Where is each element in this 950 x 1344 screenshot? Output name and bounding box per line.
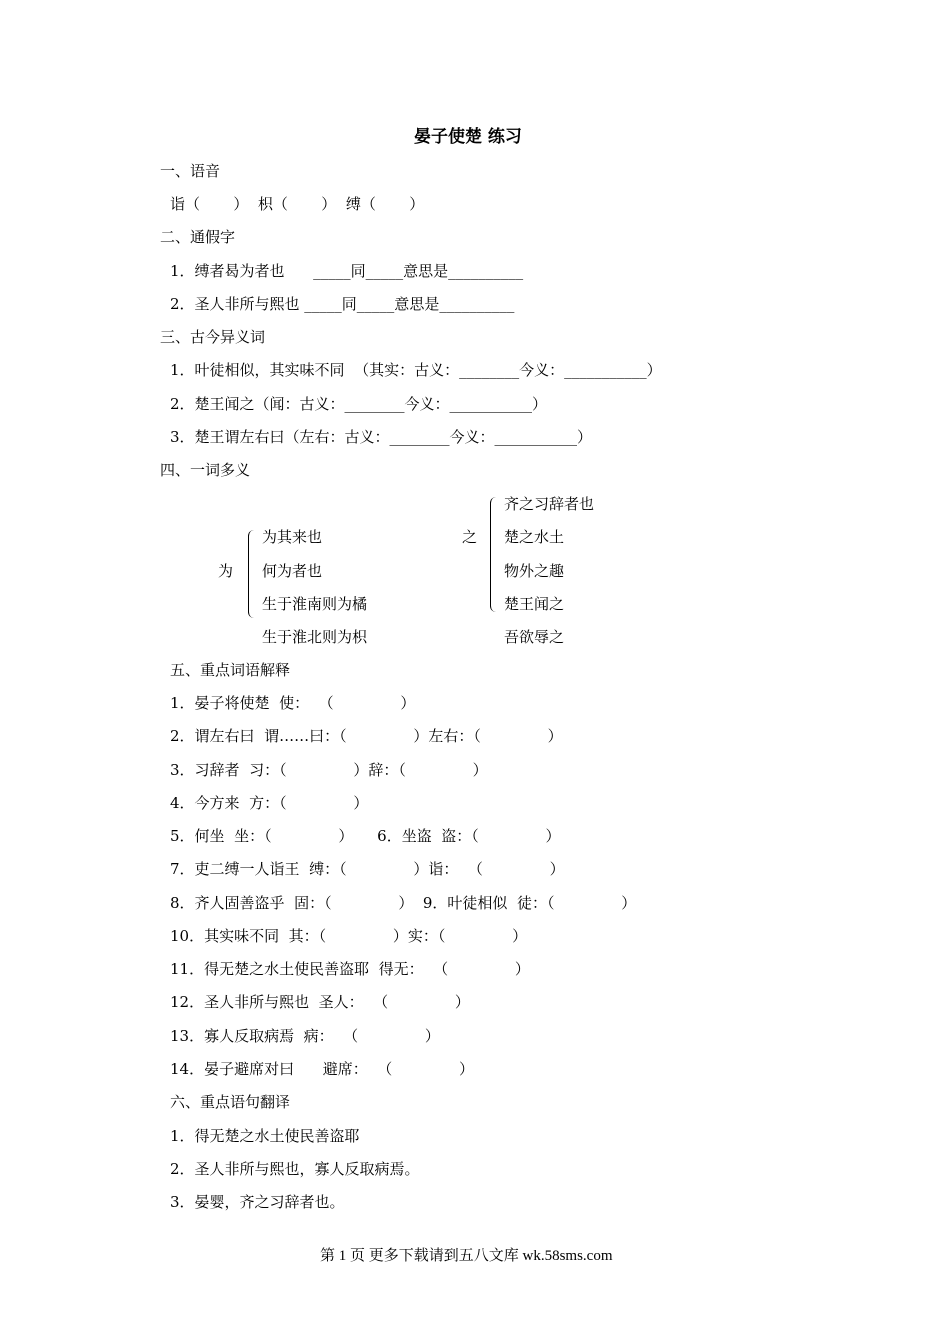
polysemy-zhi-item: 吾欲辱之 [504, 628, 565, 646]
vocab-item: 2．谓左右曰 谓……曰：（ ）左右：（ ） [170, 727, 563, 745]
vocab-item: 7．吏二缚一人诣王 缚：（ ）诣： （ ） [170, 860, 565, 878]
gujin-item: 1．叶徒相似，其实味不同 （其实：古义：________今义：___________） [170, 361, 662, 379]
tongjia-item: 1．缚者曷为者也 _____同_____意思是__________ [170, 262, 524, 280]
polysemy-zhi-item: 楚之水土 [504, 528, 565, 546]
polysemy-zhi-item: 楚王闻之 [504, 595, 565, 613]
polysemy-wei-item: 生于淮南则为橘 [262, 595, 368, 613]
section-heading-gujin: 三、古今异义词 [160, 328, 266, 346]
vocab-item: 5．何坐 坐：（ ） 6．坐盗 盗：（ ） [170, 827, 561, 845]
polysemy-wei-item: 为其来也 [262, 528, 323, 546]
vocab-item: 13．寡人反取病焉 病： （ ） [170, 1027, 440, 1045]
translation-item: 3．晏婴，齐之习辞者也。 [170, 1193, 345, 1211]
section-heading-vocab: 五、重点词语解释 [170, 661, 291, 679]
vocab-item: 4．今方来 方：（ ） [170, 794, 369, 812]
section-heading-tongjia: 二、通假字 [160, 228, 236, 246]
polysemy-char-wei: 为 [218, 562, 234, 580]
page-footer: 第 1 页 更多下载请到五八文库 wk.58sms.com [320, 1248, 613, 1264]
gujin-item: 3．楚王谓左右曰（左右：古义：________今义：___________） [170, 428, 593, 446]
vocab-item: 3．习辞者 习：（ ）辞：（ ） [170, 761, 488, 779]
section-heading-pronunciation: 一、语音 [160, 162, 221, 180]
gujin-item: 2．楚王闻之（闻：古义：________今义：___________） [170, 395, 548, 413]
polysemy-wei-item: 何为者也 [262, 562, 323, 580]
brace-zhi [490, 497, 499, 612]
section-heading-translation: 六、重点语句翻译 [170, 1093, 291, 1111]
vocab-item: 12．圣人非所与熙也 圣人： （ ） [170, 993, 470, 1011]
vocab-item: 8．齐人固善盗乎 固：（ ） 9．叶徒相似 徒：（ ） [170, 894, 637, 912]
section-heading-polysemy: 四、一词多义 [160, 461, 251, 479]
brace-wei [248, 530, 257, 618]
translation-item: 2．圣人非所与熙也，寡人反取病焉。 [170, 1160, 420, 1178]
polysemy-wei-item: 生于淮北则为枳 [262, 628, 368, 646]
page-title: 晏子使楚 练习 [414, 127, 522, 147]
vocab-item: 11．得无楚之水土使民善盗耶 得无： （ ） [170, 960, 530, 978]
pronunciation-line: 诣（ ） 枳（ ） 缚（ ） [170, 195, 425, 213]
vocab-item: 10．其实味不同 其：（ ）实：（ ） [170, 927, 528, 945]
translation-item: 1．得无楚之水土使民善盗耶 [170, 1127, 360, 1145]
polysemy-zhi-item: 物外之趣 [504, 562, 565, 580]
polysemy-char-zhi: 之 [462, 528, 478, 546]
tongjia-item: 2．圣人非所与熙也 _____同_____意思是__________ [170, 295, 515, 313]
polysemy-zhi-item: 齐之习辞者也 [504, 495, 595, 513]
vocab-item: 14．晏子避席对曰 避席： （ ） [170, 1060, 474, 1078]
vocab-item: 1．晏子将使楚 使： （ ） [170, 694, 416, 712]
